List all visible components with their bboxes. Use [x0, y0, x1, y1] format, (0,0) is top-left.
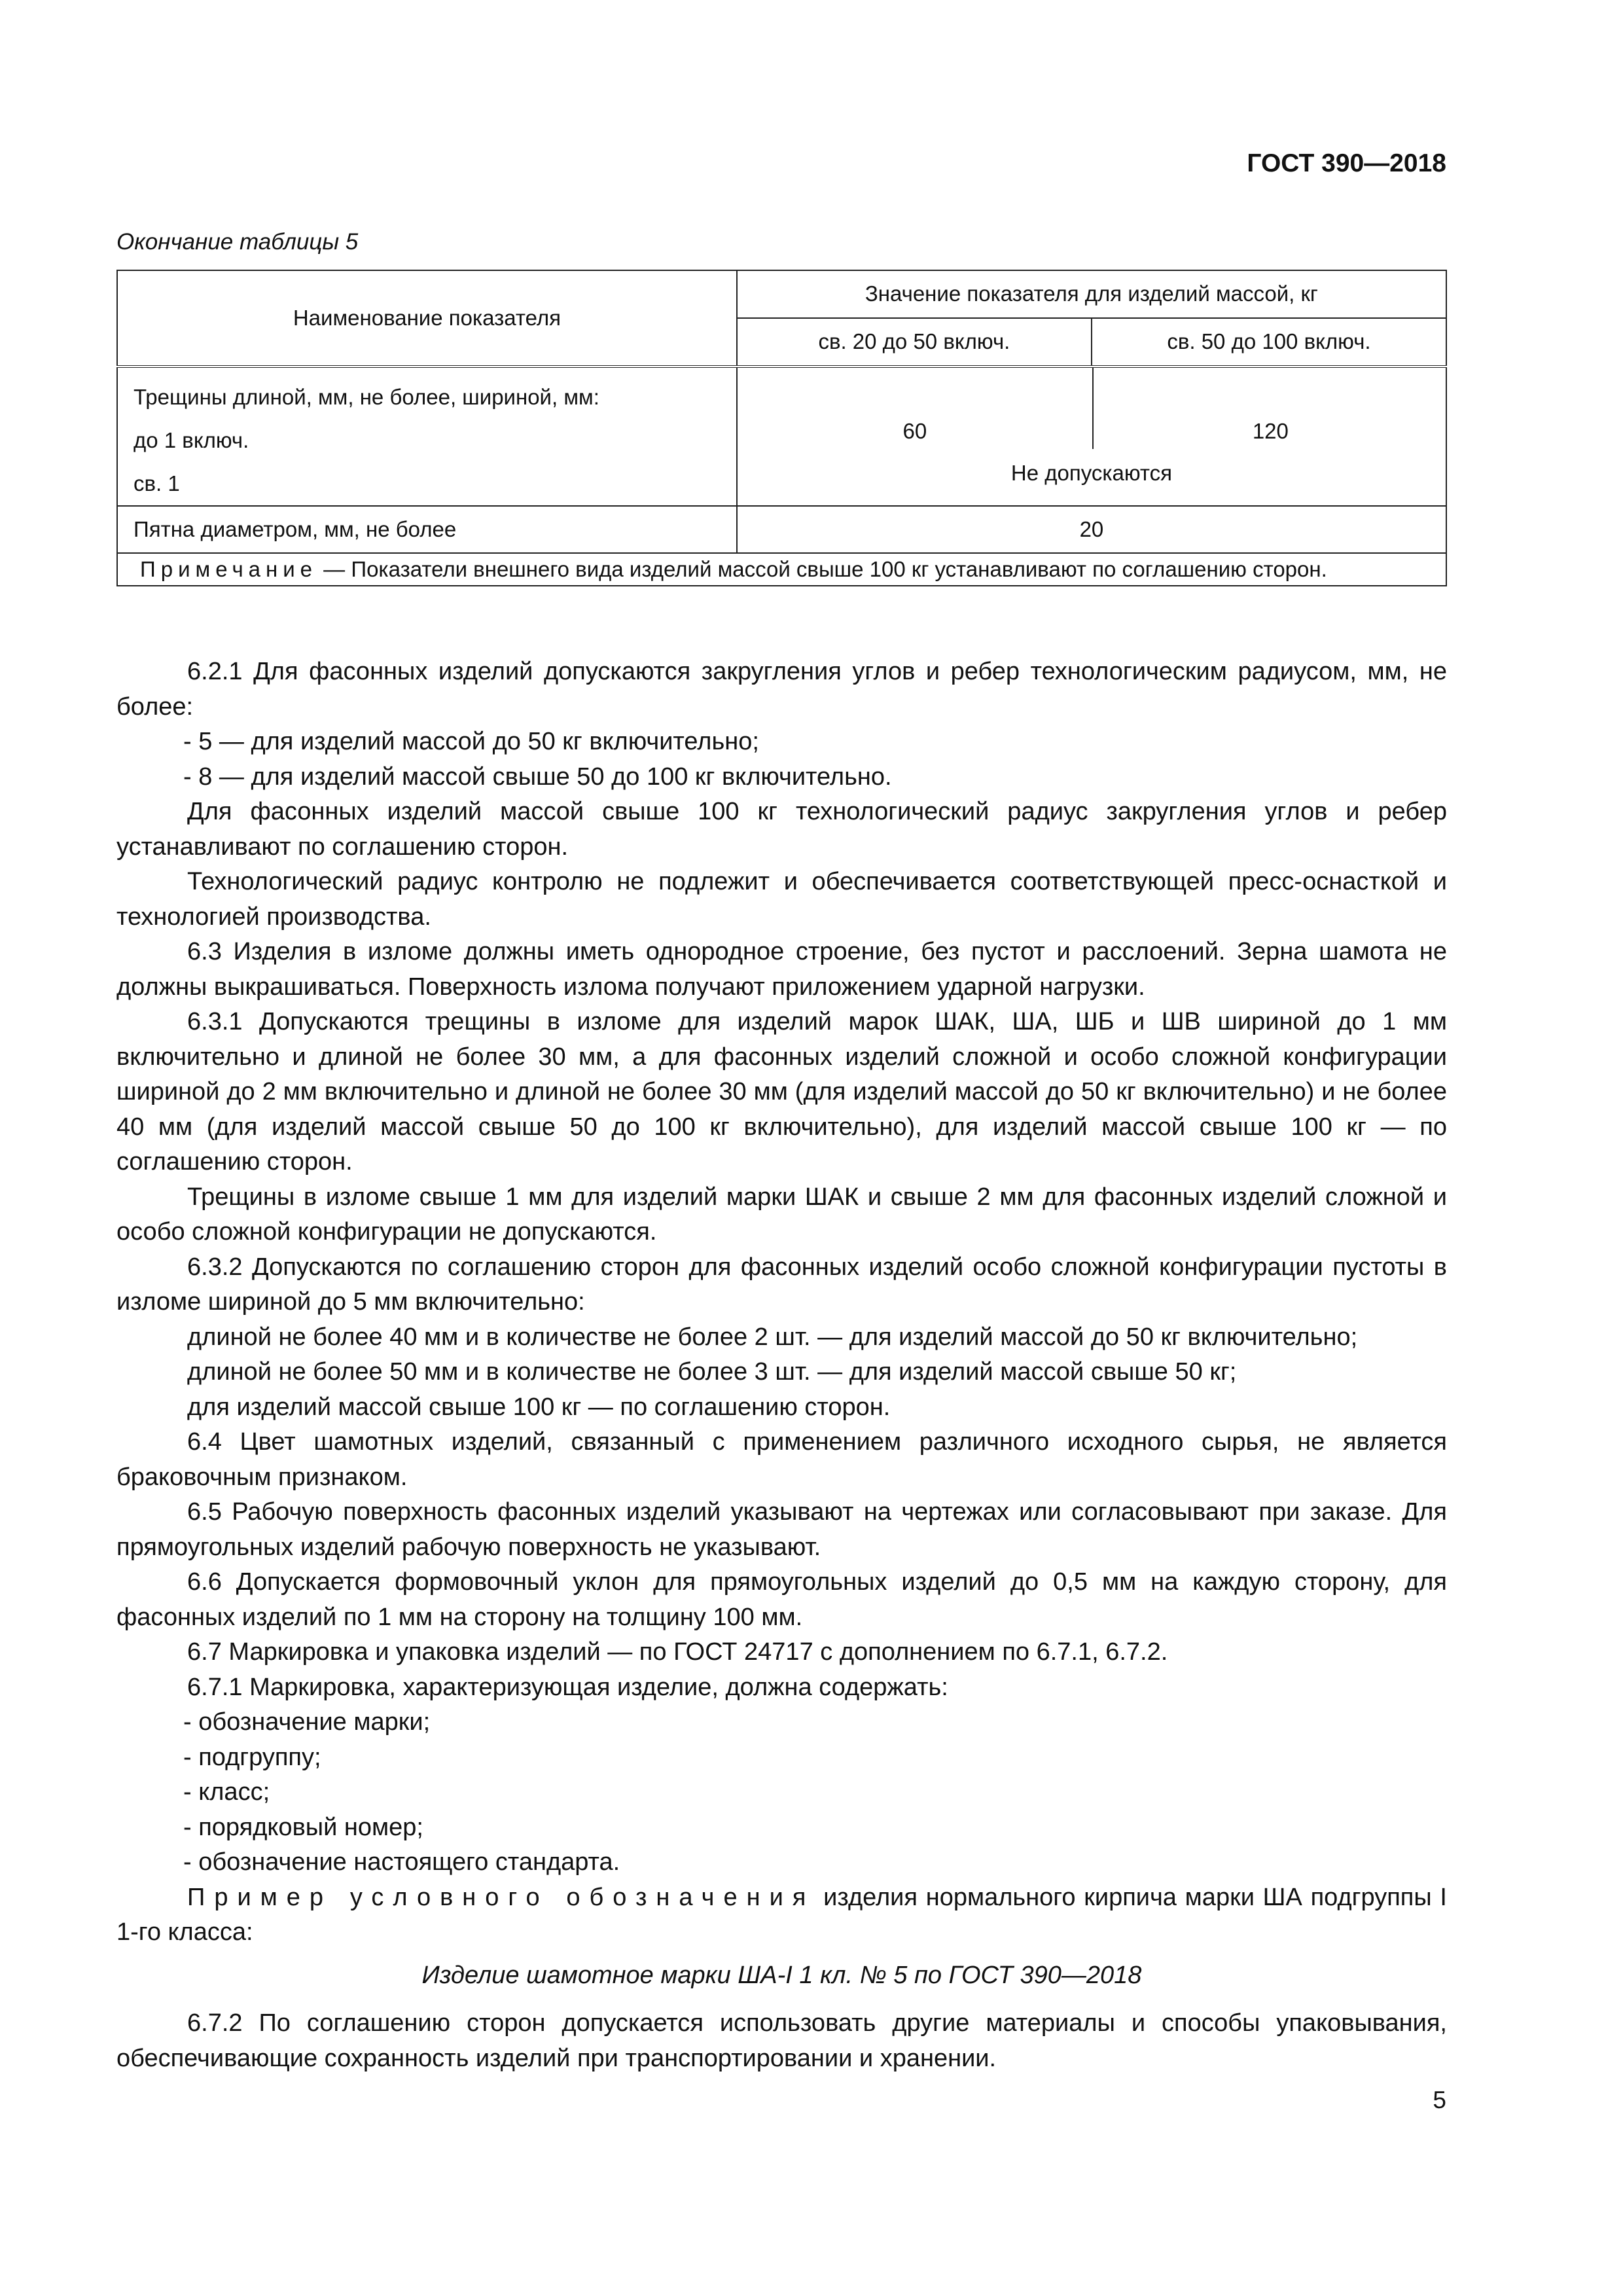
example-intro	[116, 1880, 1447, 1950]
cracks-values-cell	[737, 367, 1446, 506]
list-item: - класс;	[183, 1778, 270, 1806]
paragraph: длиной не более 50 мм и в количестве не более 3 шт. — для изделий массой свыше 50 кг;	[187, 1358, 1237, 1386]
para-6-4: 6.4 Цвет шамотных изделий, связанный с применением различного исходного сырья, не является браковочным признаком.	[116, 1428, 1447, 1491]
example-intro-text: изделия нормального кирпича марки ША подгруппы I 1-го класса:	[116, 1883, 1447, 1946]
header-indicator-name: Наименование показателя	[117, 270, 737, 367]
table-5	[116, 270, 1447, 586]
list-item: - обозначение настоящего стандарта.	[183, 1848, 620, 1876]
paragraph: Технологический радиус контролю не подлежит и обеспечивается соответствующей пресс-оснасткой и технологией производства.	[116, 868, 1447, 931]
cracks-sub-over-1: св. 1	[134, 471, 180, 495]
list-item: - обозначение марки;	[183, 1708, 431, 1736]
table-row-spots	[117, 506, 1446, 553]
para-6-2-1: 6.2.1 Для фасонных изделий допускаются закругления углов и ребер технологическим радиусом, мм, не более:	[116, 658, 1447, 721]
cracks-col-a	[738, 368, 1092, 449]
para-6-7-2: 6.7.2 По соглашению сторон допускается использовать другие материалы и способы упаковывания, обеспечивающие сохранность изделий при транспортировании и хранении.	[116, 2009, 1447, 2072]
list-item: - порядковый номер;	[183, 1813, 423, 1841]
paragraph: Для фасонных изделий массой свыше 100 кг технологический радиус закругления углов и ребер устанавливают по соглашению сторон.	[116, 798, 1447, 861]
cracks-values-box	[738, 368, 1446, 497]
cracks-value-merged: Не допускаются	[1010, 461, 1172, 485]
para-6-6: 6.6 Допускается формовочный уклон для прямоугольных изделий до 0,5 мм на каждую сторону, для фасонных изделий по 1 мм на сторону на толщину 100 мм.	[116, 1568, 1447, 1631]
cracks-value-a: 60	[902, 419, 927, 443]
table-caption: Окончание таблицы 5	[116, 229, 359, 255]
para-6-7-1: 6.7.1 Маркировка, характеризующая изделие, должна содержать:	[187, 1673, 948, 1701]
cracks-value-b: 120	[1252, 419, 1289, 443]
header-value-group: Значение показателя для изделий массой, кг	[737, 270, 1446, 318]
table-note	[117, 553, 1446, 586]
paragraph: Трещины в изломе свыше 1 мм для изделий марки ШАК и свыше 2 мм для фасонных изделий сложной и особо сложной конфигурации не допускаются.	[116, 1183, 1447, 1246]
list-item: - подгруппу;	[183, 1743, 321, 1771]
spots-label: Пятна диаметром, мм, не более	[117, 506, 737, 553]
spots-value: 20	[737, 506, 1446, 553]
note-lead: Примечание	[140, 557, 318, 581]
para-6-3-2: 6.3.2 Допускаются по соглашению сторон для фасонных изделий особо сложной конфигурации пустоты в изломе шириной до 5 мм включительно:	[116, 1253, 1447, 1316]
paragraph: для изделий массой свыше 100 кг — по соглашению сторон.	[187, 1393, 891, 1421]
header-mass-50-100: св. 50 до 100 включ.	[1092, 318, 1446, 367]
paragraph: длиной не более 40 мм и в количестве не более 2 шт. — для изделий массой до 50 кг включительно;	[187, 1323, 1358, 1351]
header-mass-20-50: св. 20 до 50 включ.	[737, 318, 1092, 367]
para-6-3: 6.3 Изделия в изломе должны иметь однородное строение, без пустот и расслоений. Зерна шамота не должны выкрашиваться. Поверхность излома получают приложением ударной нагрузки.	[116, 938, 1447, 1001]
para-6-7: 6.7 Маркировка и упаковка изделий — по ГОСТ 24717 с дополнением по 6.7.1, 6.7.2.	[187, 1638, 1168, 1666]
document-code: ГОСТ 390—2018	[1247, 149, 1446, 177]
page-number: 5	[1433, 2087, 1446, 2113]
para-6-3-1: 6.3.1 Допускаются трещины в изломе для изделий марок ШАК, ША, ШБ и ШВ шириной до 1 мм включительно и длиной не более 30 мм, а для фасонных изделий сложной и особо сложной конфигурации шириной до 2 мм включительно и длиной не более 30 мм (для изделий массой до 50 кг включительно) и не более 40 мм (для изделий массой свыше 50 до 100 кг включительно), для изделий массой свыше 100 кг — по соглашению сторон.	[116, 1008, 1447, 1175]
cracks-label-cell	[117, 367, 737, 506]
table-row-cracks	[117, 367, 1446, 506]
cracks-sub-upto-1: до 1 включ.	[134, 428, 249, 452]
table-header-row	[117, 270, 1446, 318]
body-text	[116, 655, 1447, 2076]
table-row-note	[117, 553, 1446, 586]
list-item: - 8 — для изделий массой свыше 50 до 100 кг включительно.	[183, 762, 892, 791]
example-designation: Изделие шамотное марки ША-I 1 кл. № 5 по ГОСТ 390—2018	[421, 1961, 1142, 1989]
cracks-col-b	[1094, 368, 1448, 449]
note-text: — Показатели внешнего вида изделий массой свыше 100 кг устанавливают по соглашению сторон.	[317, 557, 1327, 581]
example-lead: Пример условного обозначения	[187, 1883, 815, 1911]
list-item: - 5 — для изделий массой до 50 кг включительно;	[183, 728, 759, 755]
cracks-label: Трещины длиной, мм, не более, шириной, мм:	[134, 385, 599, 409]
para-6-5: 6.5 Рабочую поверхность фасонных изделий указывают на чертежах или согласовывают при заказе. Для прямоугольных изделий рабочую поверхность не указывают.	[116, 1498, 1447, 1561]
